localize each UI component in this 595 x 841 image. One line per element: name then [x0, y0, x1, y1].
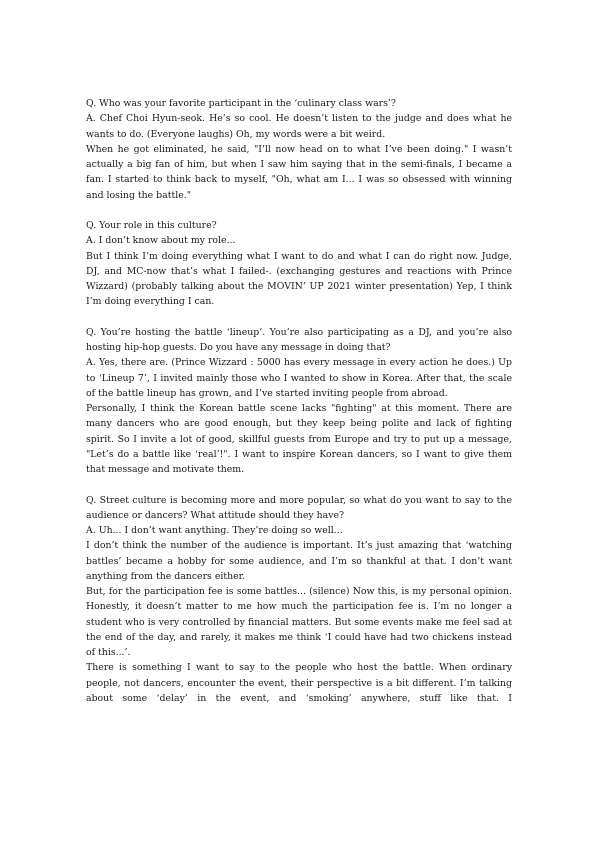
body-paragraph: But I think I’m doing everything what I want to do and what I can do right now. Judge, DJ, and MC-now that’s what I failed-. (exchanging gestures and reactions with Prince Wizzard) (probably talking about the MOVIN’ UP 2021 winter presentation) Yep, I think I’m doing everything I can. — [86, 250, 512, 308]
question-paragraph: Q. Street culture is becoming more and more popular, so what do you want to say to the audience or dancers? What attitude should they have? — [86, 494, 512, 521]
question-paragraph: Q. Your role in this culture? — [86, 220, 217, 231]
body-paragraph: There is something I want to say to the people who host the battle. When ordinary people, not dancers, encounter the event, their perspective is a bit different. I’m talking about some ‘delay’ in the event, and ‘smoking’ anywhere, stuff like that. I — [86, 662, 512, 704]
body-paragraph: When he got eliminated, he said, "I’ll now head on to what I’ve been doing." I wasn’t actually a big fan of him, but when I saw him saying that in the semi-finals, I became a fan. I started to think back to myself, "Oh, what am I... I was so obsessed with winning and losing the battle." — [86, 143, 512, 201]
body-paragraph: But, for the participation fee is some battles... (silence) Now this, is my personal opinion. Honestly, it doesn’t matter to me how much the participation fee is. I’m no longer a student who is very controlled by financial matters. But some events make me feel sad at the end of the day, and rarely, it makes me think ‘I could have had two chickens instead of this...’. — [86, 586, 512, 658]
document-body — [86, 96, 512, 721]
answer-paragraph: A. Yes, there are. (Prince Wizzard : 5000 has every message in every action he does.) Up to ‘Lineup 7’, I invited mainly those who I wanted to show in Korea. After that, the scale of the battle lineup has grown, and I’ve started inviting people from abroad. — [86, 357, 512, 399]
interview-section-favorite-participant — [86, 96, 512, 203]
interview-section-lineup — [86, 325, 512, 478]
answer-paragraph: A. Chef Choi Hyun-seok. He’s so cool. He doesn’t listen to the judge and does what he wants to do. (Everyone laughs) Oh, my words were a bit weird. — [86, 113, 512, 140]
interview-section-role — [86, 218, 512, 310]
question-paragraph: Q. You’re hosting the battle ‘lineup’. You’re also participating as a DJ, and you’re also hosting hip-hop guests. Do you have any message in doing that? — [86, 326, 512, 353]
answer-paragraph: A. I don’t know about my role... — [86, 235, 236, 247]
answer-paragraph: A. Uh... I don’t want anything. They’re doing so well... — [86, 525, 343, 536]
interview-section-street-culture — [86, 493, 512, 707]
body-paragraph: Personally, I think the Korean battle scene lacks "fighting" at this moment. There are many dancers who are good enough, but they keep being polite and lack of fighting spirit. So I invite a lot of good, skillful guests from Europe and try to put up a message, "Let’s do a battle like ‘real’!". I want to inspire Korean dancers, so I want to give them that message and motivate them. — [86, 403, 512, 475]
body-paragraph: I don’t think the number of the audience is important. It’s just amazing that ‘watching battles’ became a hobby for some audience, and I’m so thankful at that. I don’t want anything from the dancers either. — [86, 540, 512, 582]
question-paragraph: Q. Who was your favorite participant in the ‘culinary class wars’? — [86, 98, 396, 109]
